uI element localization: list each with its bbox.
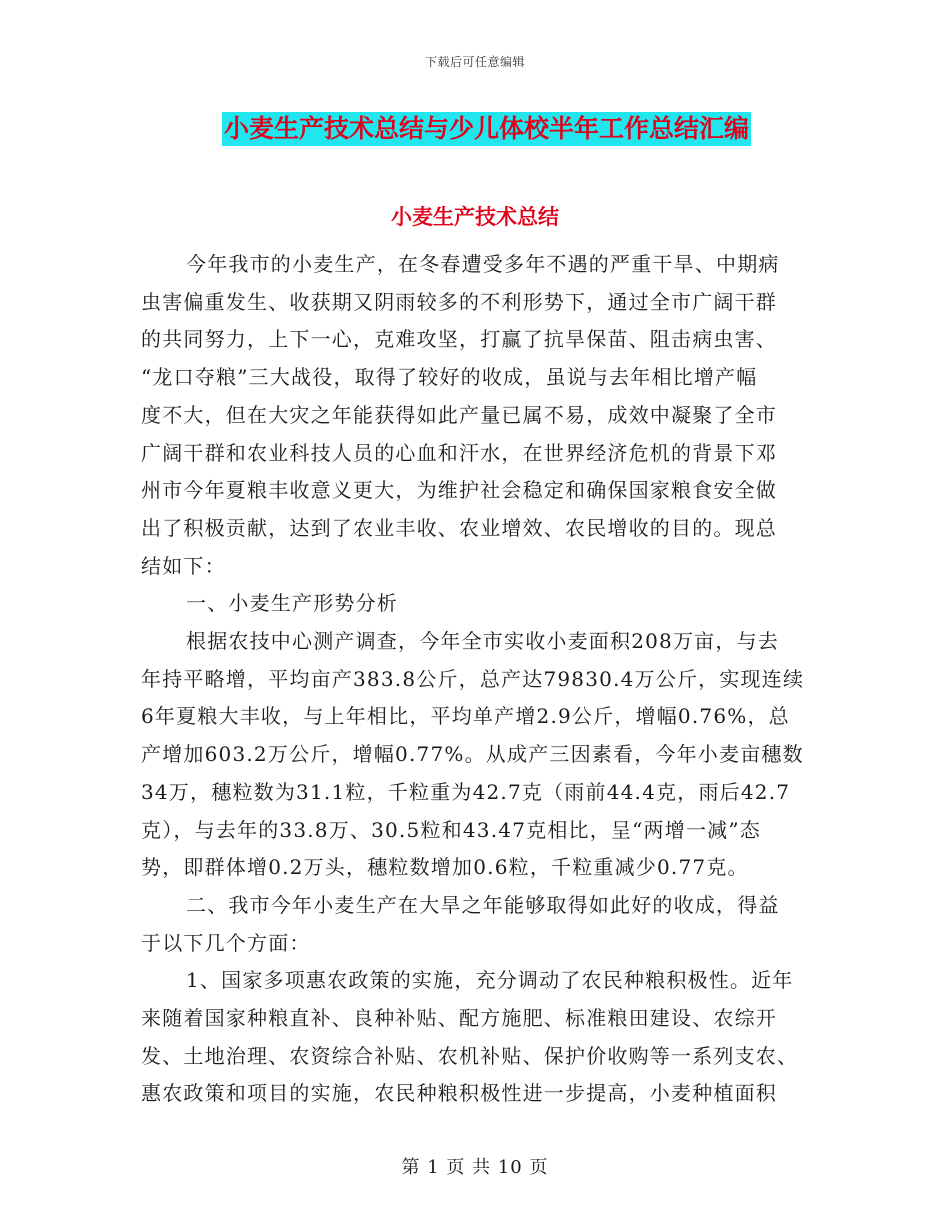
- text-line: 度不大，但在大灾之年能获得如此产量已属不易，成效中凝聚了全市: [141, 402, 777, 427]
- text-line: 惠农政策和项目的实施，农民种粮积极性进一步提高，小麦种植面积: [141, 1081, 777, 1106]
- text-line: 出了积极贡献，达到了农业丰收、农业增效、农民增收的目的。现总: [141, 515, 777, 540]
- section-title: 小麦生产技术总结: [391, 205, 559, 229]
- text-line: 克），与去年的33.8万、30.5粒和43.47克相比，呈“两增一减”态: [141, 817, 761, 842]
- document-title: 小麦生产技术总结与少儿体校半年工作总结汇编: [222, 112, 751, 146]
- text-line: 6年夏粮大丰收，与上年相比，平均单产增2.9公斤，增幅0.76%，总: [141, 704, 790, 729]
- text-line: 的共同努力，上下一心，克难攻坚，打赢了抗旱保苗、阻击病虫害、: [141, 327, 777, 352]
- text-line: 于以下几个方面：: [141, 930, 311, 955]
- page-footer: 第 1 页 共 10 页: [401, 1157, 549, 1178]
- text-line: “龙口夺粮”三大战役，取得了较好的收成，虽说与去年相比增产幅: [141, 365, 758, 390]
- text-line: 结如下：: [141, 553, 226, 578]
- text-line: 发、土地治理、农资综合补贴、农机补贴、保护价收购等一系列支农、: [141, 1043, 799, 1068]
- text-line: 虫害偏重发生、收获期又阴雨较多的不利形势下，通过全市广阔干群: [141, 289, 777, 314]
- text-line: 势，即群体增0.2万头，穗粒数增加0.6粒，千粒重减少0.77克。: [141, 855, 749, 880]
- text-line: 一、小麦生产形势分析: [186, 591, 398, 616]
- text-line: 根据农技中心测产调查，今年全市实收小麦面积208万亩，与去: [186, 629, 779, 654]
- text-line: 二、我市今年小麦生产在大旱之年能够取得如此好的收成，得益: [186, 892, 780, 917]
- text-line: 今年我市的小麦生产，在冬春遭受多年不遇的严重干旱、中期病: [186, 252, 780, 276]
- body-text: [141, 246, 813, 1113]
- text-line: 1、国家多项惠农政策的实施，充分调动了农民种粮积极性。近年: [186, 968, 794, 993]
- text-line: 来随着国家种粮直补、良种补贴、配方施肥、标准粮田建设、农综开: [141, 1006, 777, 1031]
- text-line: 产增加603.2万公斤，增幅0.77%。从成产三因素看，今年小麦亩穗数: [141, 742, 804, 767]
- text-line: 广阔干群和农业科技人员的心血和汗水，在世界经济危机的背景下邓: [141, 440, 777, 465]
- text-line: 年持平略增，平均亩产383.8公斤，总产达79830.4万公斤，实现连续: [141, 666, 805, 691]
- text-line: 34万，穗粒数为31.1粒，千粒重为42.7克（雨前44.4克，雨后42.7: [141, 779, 791, 804]
- text-line: 州市今年夏粮丰收意义更大，为维护社会稳定和确保国家粮食安全做: [141, 478, 777, 503]
- header-note: 下载后可任意编辑: [424, 55, 525, 69]
